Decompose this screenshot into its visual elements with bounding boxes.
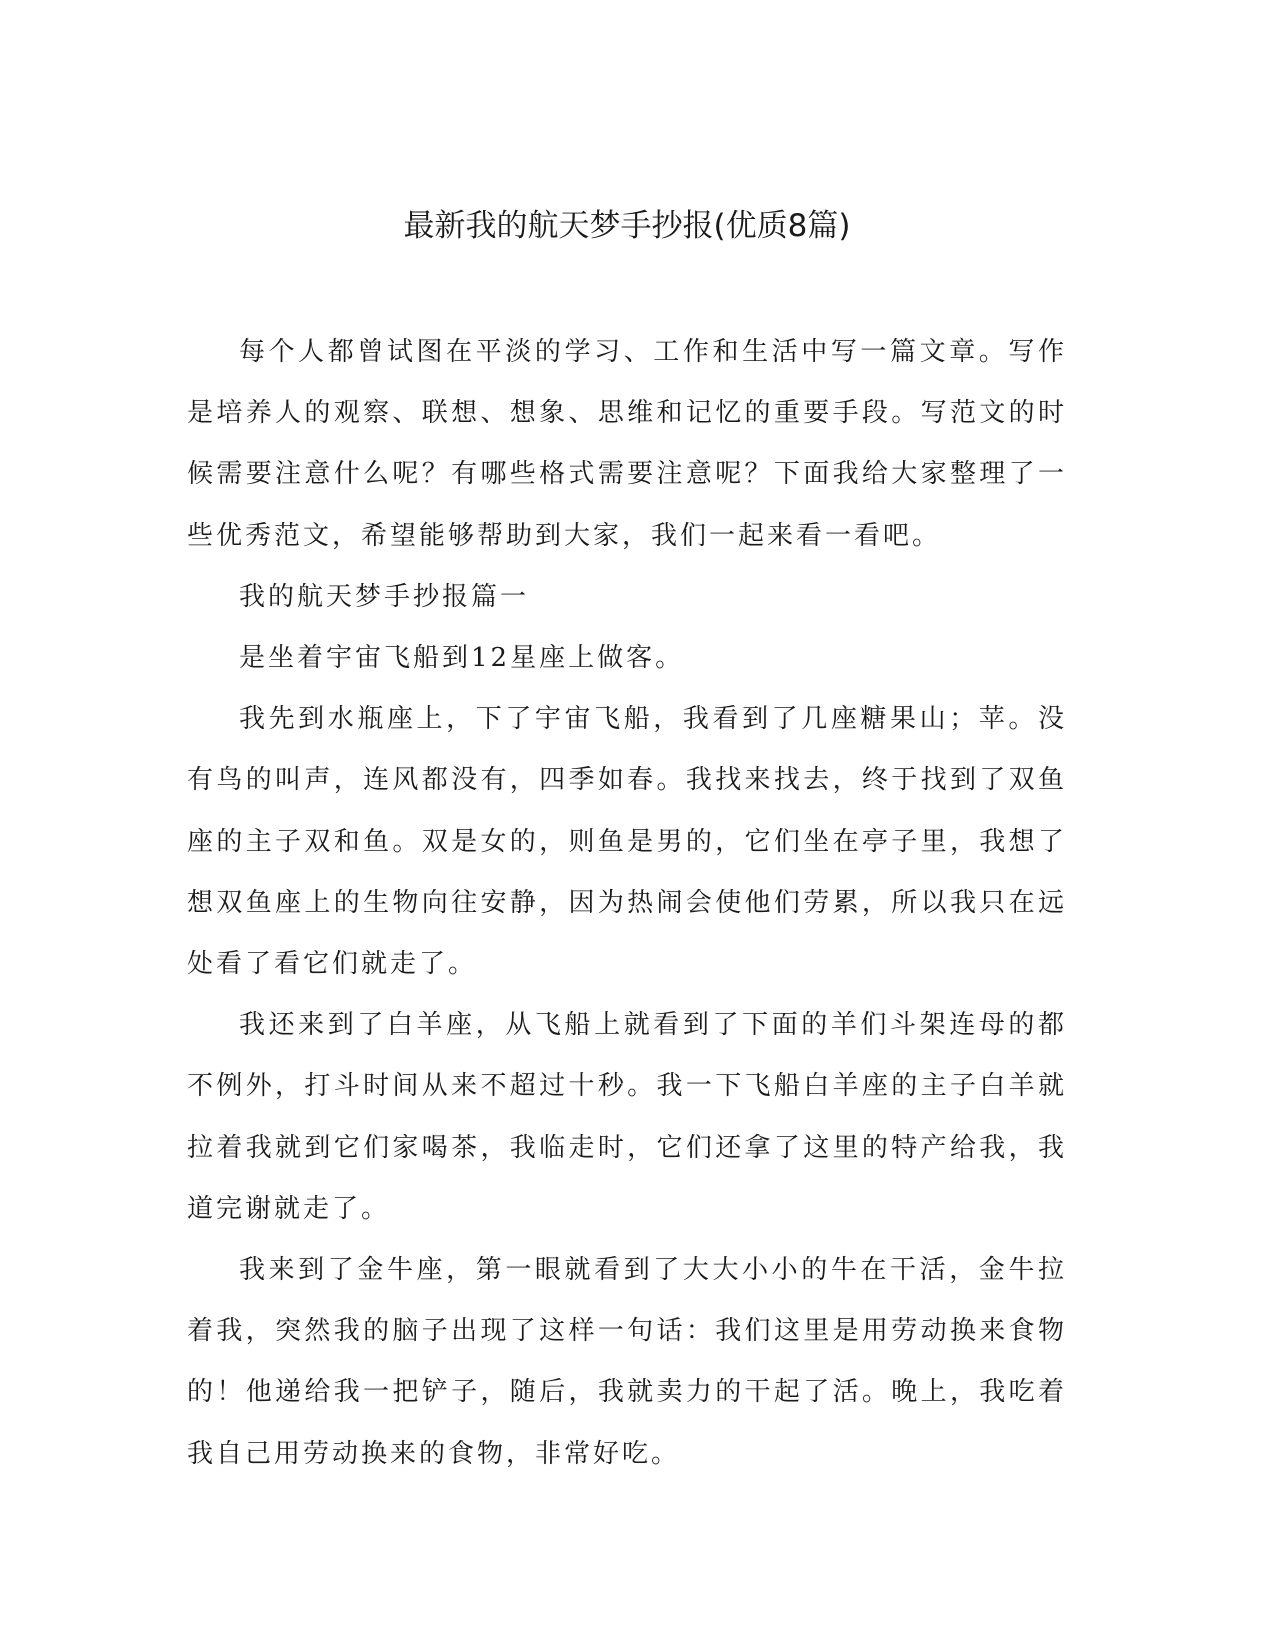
body-paragraph: 是坐着宇宙飞船到12星座上做客。 bbox=[239, 643, 685, 674]
intro-paragraph: 每个人都曾试图在平淡的学习、工作和生活中写一篇文章。写作是培养人的观察、联想、想象、思维和记忆的重要手段。写范文的时候需要注意什么呢？有哪些格式需要注意呢？下面我给大家整理了一些优秀范文，希望能够帮助到大家，我们一起来看一看吧。 bbox=[187, 337, 1067, 551]
section-heading: 我的航天梦手抄报篇一 bbox=[239, 581, 530, 612]
body-paragraph: 我来到了金牛座，第一眼就看到了大大小小的牛在干活，金牛拉着我，突然我的脑子出现了这样一句话：我们这里是用劳动换来食物的！他递给我一把铲子，随后，我就卖力的干起了活。晚上，我吃着我自己用劳动换来的食物，非常好吃。 bbox=[187, 1255, 1067, 1469]
body-paragraph: 我先到水瓶座上，下了宇宙飞船，我看到了几座糖果山；苹。没有鸟的叫声，连风都没有，四季如春。我找来找去，终于找到了双鱼座的主子双和鱼。双是女的，则鱼是男的，它们坐在亭子里，我想了想双鱼座上的生物向往安静，因为热闹会使他们劳累，所以我只在远处看了看它们就走了。 bbox=[187, 704, 1067, 980]
document-title: 最新我的航天梦手抄报(优质8篇) bbox=[403, 208, 851, 244]
body-paragraph: 我还来到了白羊座，从飞船上就看到了下面的羊们斗架连母的都不例外，打斗时间从来不超过十秒。我一下飞船白羊座的主子白羊就拉着我就到它们家喝茶，我临走时，它们还拿了这里的特产给我，我道完谢就走了。 bbox=[187, 1010, 1067, 1224]
document-body bbox=[187, 322, 1067, 1485]
